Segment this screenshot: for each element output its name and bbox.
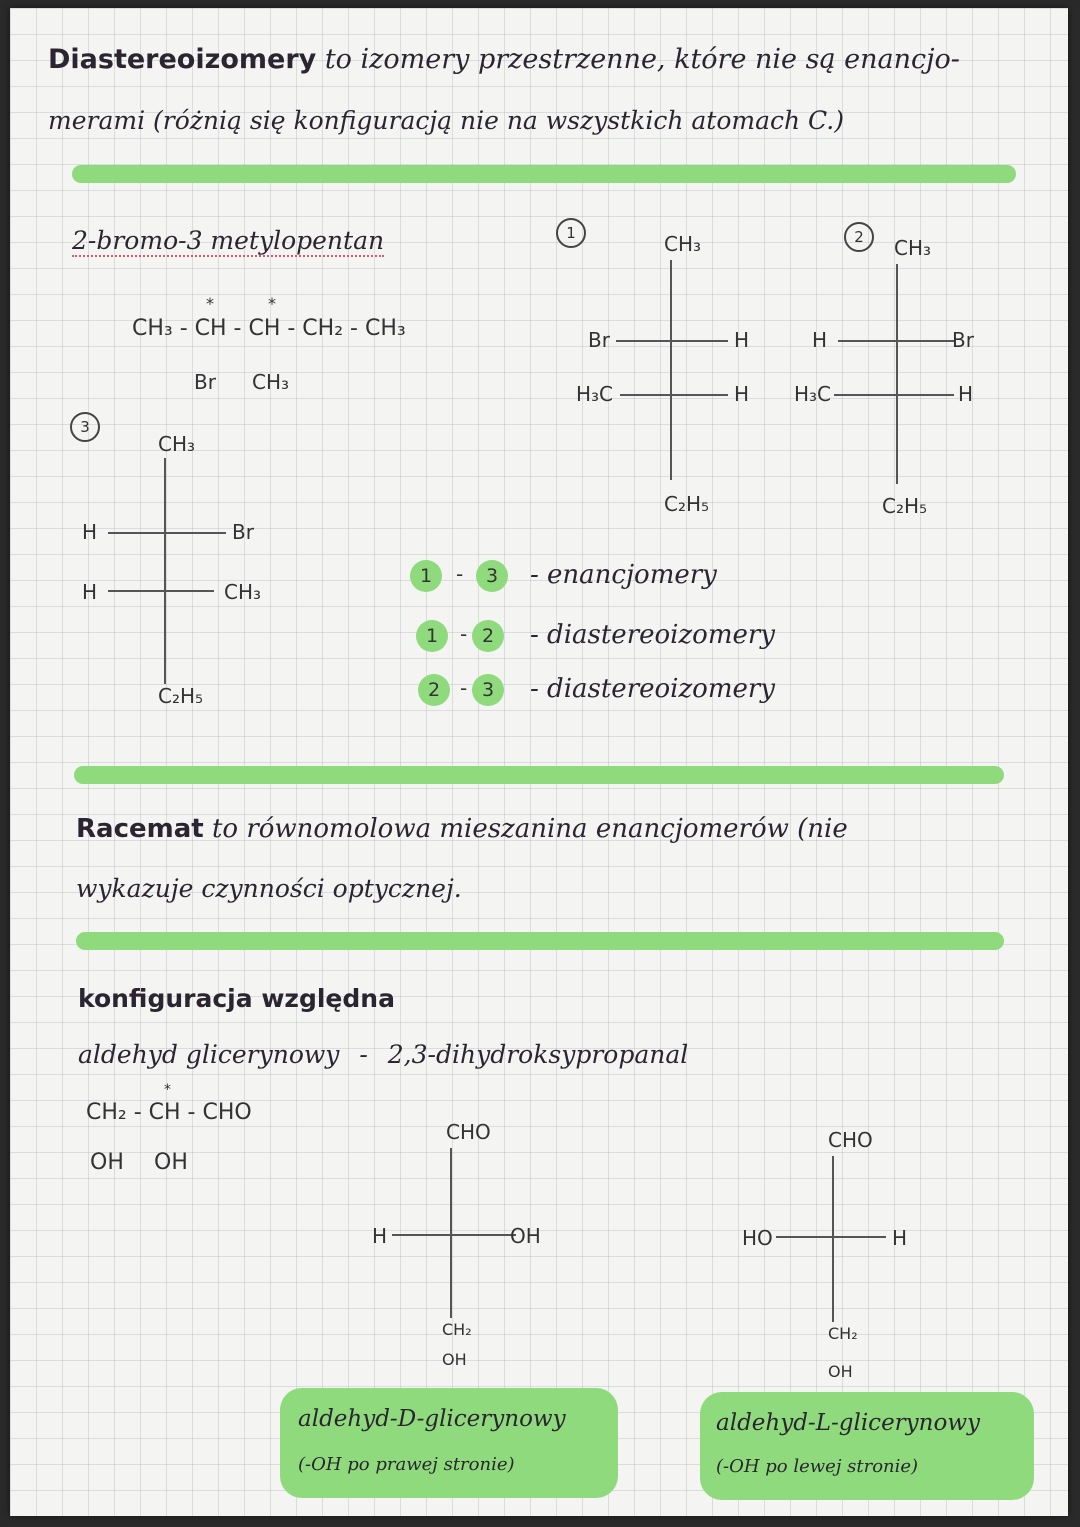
l-form-horizontal-bond <box>776 1236 886 1238</box>
divider-2 <box>74 766 1004 784</box>
d-form-top: CHO <box>446 1120 491 1144</box>
l-form-bottom2: OH <box>828 1362 853 1381</box>
racemate-line1 <box>76 814 848 844</box>
d-form-horizontal-bond <box>392 1234 516 1236</box>
structure-1-bond-row1 <box>616 340 728 342</box>
structure-1-row1-right: H <box>734 328 750 352</box>
l-form-bottom1: CH₂ <box>828 1324 858 1343</box>
l-form-right: H <box>892 1226 908 1250</box>
glyceraldehyde-dash: - <box>359 1040 368 1069</box>
glyceraldehyde-formula: CH₂ - CH - CHO <box>86 1100 252 1125</box>
structure-1-number: 1 <box>556 218 586 248</box>
relation-3-label: - diastereoizomery <box>530 674 775 704</box>
glyceraldehyde-oh2: OH <box>154 1150 188 1175</box>
relation-3-a: 2 <box>418 674 450 706</box>
l-form-note: (-OH po lewej stronie) <box>716 1456 919 1477</box>
structure-1-row2-right: H <box>734 382 750 406</box>
structure-3-bond-row2 <box>108 590 214 592</box>
relation-1-label: - enancjomery <box>530 560 717 590</box>
relation-1-dash: - <box>456 562 464 586</box>
intro-line2: merami (różnią się konfiguracją nie na wszystkich atomach C.) <box>48 106 844 135</box>
structure-3-row1-right: Br <box>232 520 254 544</box>
d-form-bottom1: CH₂ <box>442 1320 472 1339</box>
structure-2-row1-left: H <box>812 328 828 352</box>
compound-name: 2-bromo-3 metylopentan <box>72 226 385 255</box>
structure-2-top: CH₃ <box>894 236 932 260</box>
relative-configuration-title: konfiguracja względna <box>78 984 395 1013</box>
branch-ch3: CH₃ <box>252 370 290 394</box>
term-racemat: Racemat <box>76 814 204 844</box>
condensed-formula: CH₃ - CH - CH - CH₂ - CH₃ <box>132 316 406 341</box>
structure-3-vertical-bond <box>164 458 166 684</box>
glyceraldehyde-iupac: 2,3-dihydroksypropanal <box>387 1040 689 1069</box>
structure-1-row1-left: Br <box>588 328 610 352</box>
d-form-label-box <box>280 1388 618 1498</box>
structure-1-top: CH₃ <box>664 232 702 256</box>
glyceraldehyde-chiral-mark: * <box>164 1082 171 1098</box>
term-diastereoizomery: Diastereoizomery <box>48 44 317 75</box>
structure-2-bond-row2 <box>834 394 954 396</box>
branch-br: Br <box>194 370 216 394</box>
d-form-bottom2: OH <box>442 1350 467 1369</box>
l-form-name: aldehyd-L-glicerynowy <box>716 1410 981 1436</box>
intro-line1 <box>48 44 960 75</box>
structure-1-bond-row2 <box>620 394 728 396</box>
structure-3-row2-right: CH₃ <box>224 580 262 604</box>
structure-3-top: CH₃ <box>158 432 196 456</box>
structure-3-row2-left: H <box>82 580 98 604</box>
glyceraldehyde-oh1: OH <box>90 1150 124 1175</box>
d-form-vertical-bond <box>450 1148 452 1318</box>
relation-1-b: 3 <box>476 560 508 592</box>
structure-3-number: 3 <box>70 412 100 442</box>
divider-3 <box>76 932 1004 950</box>
structure-1-bottom: C₂H₅ <box>664 492 710 516</box>
structure-3-bond-row1 <box>108 532 226 534</box>
chiral-mark-2: * <box>268 294 276 313</box>
divider-1 <box>72 165 1016 183</box>
relation-2-dash: - <box>460 622 468 646</box>
l-form-label-box <box>700 1392 1034 1500</box>
relation-1-a: 1 <box>410 560 442 592</box>
structure-1-vertical-bond <box>670 260 672 480</box>
intro-line1-text: to izomery przestrzenne, które nie są enancjo- <box>324 44 960 75</box>
structure-2-row1-right: Br <box>952 328 974 352</box>
structure-1-row2-left: H₃C <box>576 382 614 406</box>
structure-3-bottom: C₂H₅ <box>158 684 204 708</box>
l-form-vertical-bond <box>832 1156 834 1322</box>
structure-2-vertical-bond <box>896 264 898 484</box>
glyceraldehyde-line <box>78 1040 688 1069</box>
racemate-line2: wykazuje czynności optycznej. <box>76 874 462 903</box>
relation-3-dash: - <box>460 676 468 700</box>
d-form-name: aldehyd-D-glicerynowy <box>298 1406 566 1432</box>
chiral-mark-1: * <box>206 294 214 313</box>
relation-2-label: - diastereoizomery <box>530 620 775 650</box>
structure-2-number: 2 <box>844 222 874 252</box>
relation-2-a: 1 <box>416 620 448 652</box>
relation-2-b: 2 <box>472 620 504 652</box>
d-form-left: H <box>372 1224 388 1248</box>
racemate-line1-text: to równomolowa mieszanina enancjomerów (nie <box>211 814 848 844</box>
d-form-right: OH <box>510 1224 541 1248</box>
l-form-top: CHO <box>828 1128 873 1152</box>
structure-3-row1-left: H <box>82 520 98 544</box>
relation-3-b: 3 <box>472 674 504 706</box>
structure-2-row2-left: H₃C <box>794 382 832 406</box>
d-form-note: (-OH po prawej stronie) <box>298 1454 515 1475</box>
structure-2-row2-right: H <box>958 382 974 406</box>
structure-2-bottom: C₂H₅ <box>882 494 928 518</box>
structure-2-bond-row1 <box>838 340 954 342</box>
l-form-left: HO <box>742 1226 773 1250</box>
notebook-page <box>10 8 1068 1516</box>
glyceraldehyde-name: aldehyd glicerynowy <box>78 1040 340 1069</box>
